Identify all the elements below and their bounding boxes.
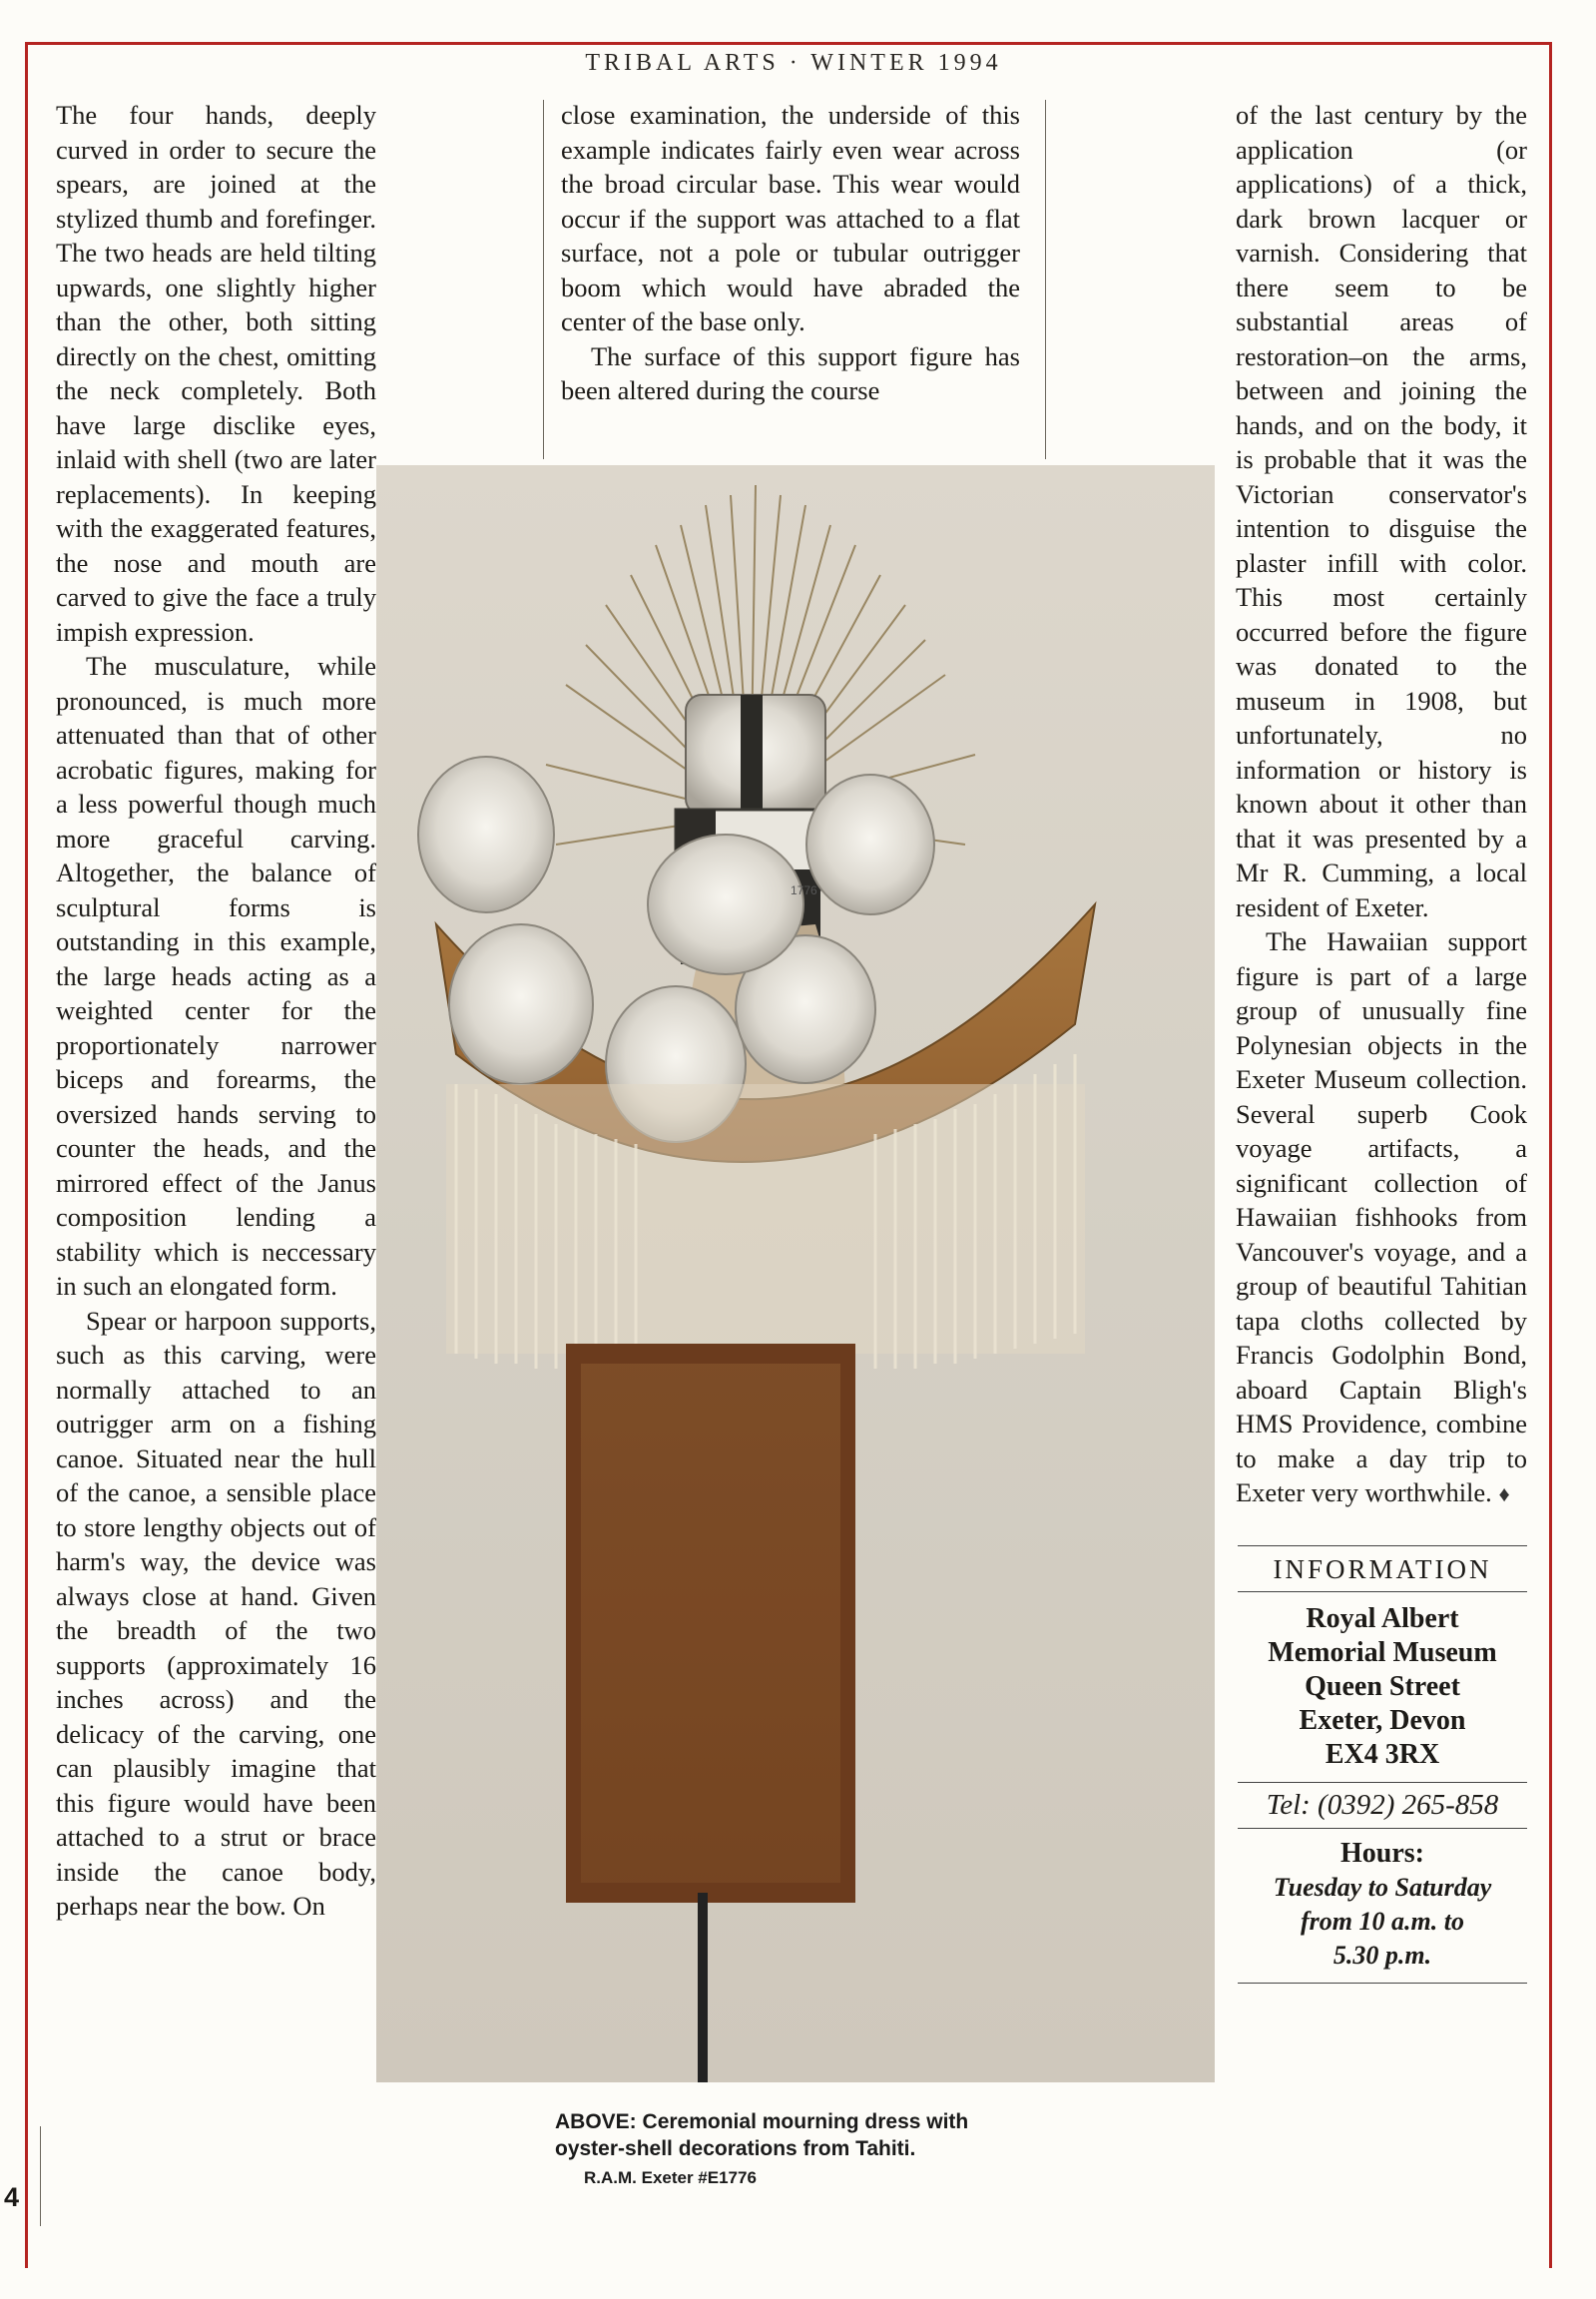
article-paragraph: The musculature, while pronounced, is much more attenuated than that of other acrobatic figures, making for a less powerful though much more graceful carving. Altogether, the balance of sculptural forms is outstanding in this example, the large heads acting as a weighted center for the proportionately narrower biceps and forearms, the oversized hands serving to counter the heads, and the mirrored effect of the Janus composition lending a stability which is neccessary in such an elongated form. xyxy=(56,651,376,1301)
caption-lead: ABOVE: xyxy=(555,2110,637,2133)
article-paragraph: of the last century by the application (or applications) of a thick, dark brown lacquer or varnish. Considering that there seem to be substantial areas of restoration–on the arms, between and joining the hands, and on the body, it is probable that it was the Victorian conservator's intention to disguise the plaster infill with color. This most certainly occurred before the figure was donated to the museum in 1908, but unfortunately, no information or history is known about it other than that it was presented by a Mr R. Cumming, a local resident of Exeter. xyxy=(1236,100,1527,922)
running-head: TRIBAL ARTS · WINTER 1994 xyxy=(585,50,1002,76)
address-line: Exeter, Devon xyxy=(1299,1705,1466,1736)
article-column-2 xyxy=(561,98,1020,437)
page-number: 4 xyxy=(4,2182,20,2212)
catalogue-number-label: 1776 xyxy=(791,883,817,897)
article-paragraph-text: The Hawaiian support figure is part of a large group of unusually fine Polynesian objects in the Exeter Museum collection. Several superb Cook voyage artifacts, a significant collection of Hawaiian fishhooks from Vancouver's voyage, and a group of beautiful Tahitian tapa cloths collected by Francis Godolphin Bond, aboard Captain Bligh's HMS Providence, combine to make a day trip to Exeter very worthwhile. xyxy=(1236,926,1527,1507)
photo-caption xyxy=(555,2108,1004,2162)
right-rule xyxy=(1549,42,1552,2268)
end-mark-icon: ♦ xyxy=(1498,1481,1510,1506)
address-line: Royal Albert xyxy=(1306,1603,1459,1634)
article-paragraph: Spear or harpoon supports, such as this carving, were normally attached to an outrigger arm on a fishing canoe. Situated near the hull of the canoe, a sensible place to store lengthy objects out of harm's way, the device was always close at hand. Given the breadth of the two supports (approximately 16 inches across) and the delicacy of the carving, one can plausibly imagine that this figure would have been attached to a strut or brace inside the canoe body, perhaps near the bow. On xyxy=(56,1305,376,1921)
column-divider xyxy=(1045,100,1046,459)
caption-text: Ceremonial mourning dress with oyster-shell decorations from Tahiti. xyxy=(555,2110,969,2160)
museum-address xyxy=(1238,1592,1527,1782)
hours-line: Tuesday to Saturday xyxy=(1273,1873,1492,1902)
article-paragraph: close examination, the underside of this example indicates fairly even wear across the broad circular base. This wear would occur if the support was attached to a flat surface, not a pole or tubular outrigger boom which would have abraded the center of the base only. xyxy=(561,100,1020,336)
photo-credit: R.A.M. Exeter #E1776 xyxy=(584,2168,757,2187)
telephone: Tel: (0392) 265-858 xyxy=(1266,1789,1499,1821)
hours-line: from 10 a.m. to xyxy=(1301,1907,1464,1936)
photo-mourning-dress xyxy=(376,465,1215,2082)
address-line: EX4 3RX xyxy=(1325,1739,1440,1770)
pearl-fringe xyxy=(446,1054,1085,1369)
left-rule xyxy=(25,42,28,2268)
hours-title: Hours: xyxy=(1340,1838,1424,1869)
coconut-disc-pattern xyxy=(581,1364,840,1883)
address-line: Memorial Museum xyxy=(1268,1637,1497,1668)
info-rule xyxy=(1238,1983,1527,1984)
address-line: Queen Street xyxy=(1305,1671,1460,1702)
information-box xyxy=(1238,1545,1527,1984)
mourning-dress-illustration xyxy=(376,465,1215,2082)
column-divider xyxy=(543,100,544,459)
article-paragraph: The four hands, deeply curved in order to secure the spears, are joined at the stylized thumb and forefinger. The two heads are held tilting upwards, one slightly higher than the other, both sitting directly on the chest, omitting the neck completely. Both have large disclike eyes, inlaid with shell (two are later replacements). In keeping with the exaggerated features, the nose and mouth are carved to give the face a truly impish expression. xyxy=(56,100,376,647)
article-paragraph: The surface of this support figure has been altered during the course xyxy=(561,340,1020,405)
hours-line: 5.30 p.m. xyxy=(1332,1941,1432,1970)
column-divider xyxy=(40,2126,41,2226)
info-title: INFORMATION xyxy=(1273,1554,1492,1584)
opening-hours xyxy=(1238,1871,1527,1983)
